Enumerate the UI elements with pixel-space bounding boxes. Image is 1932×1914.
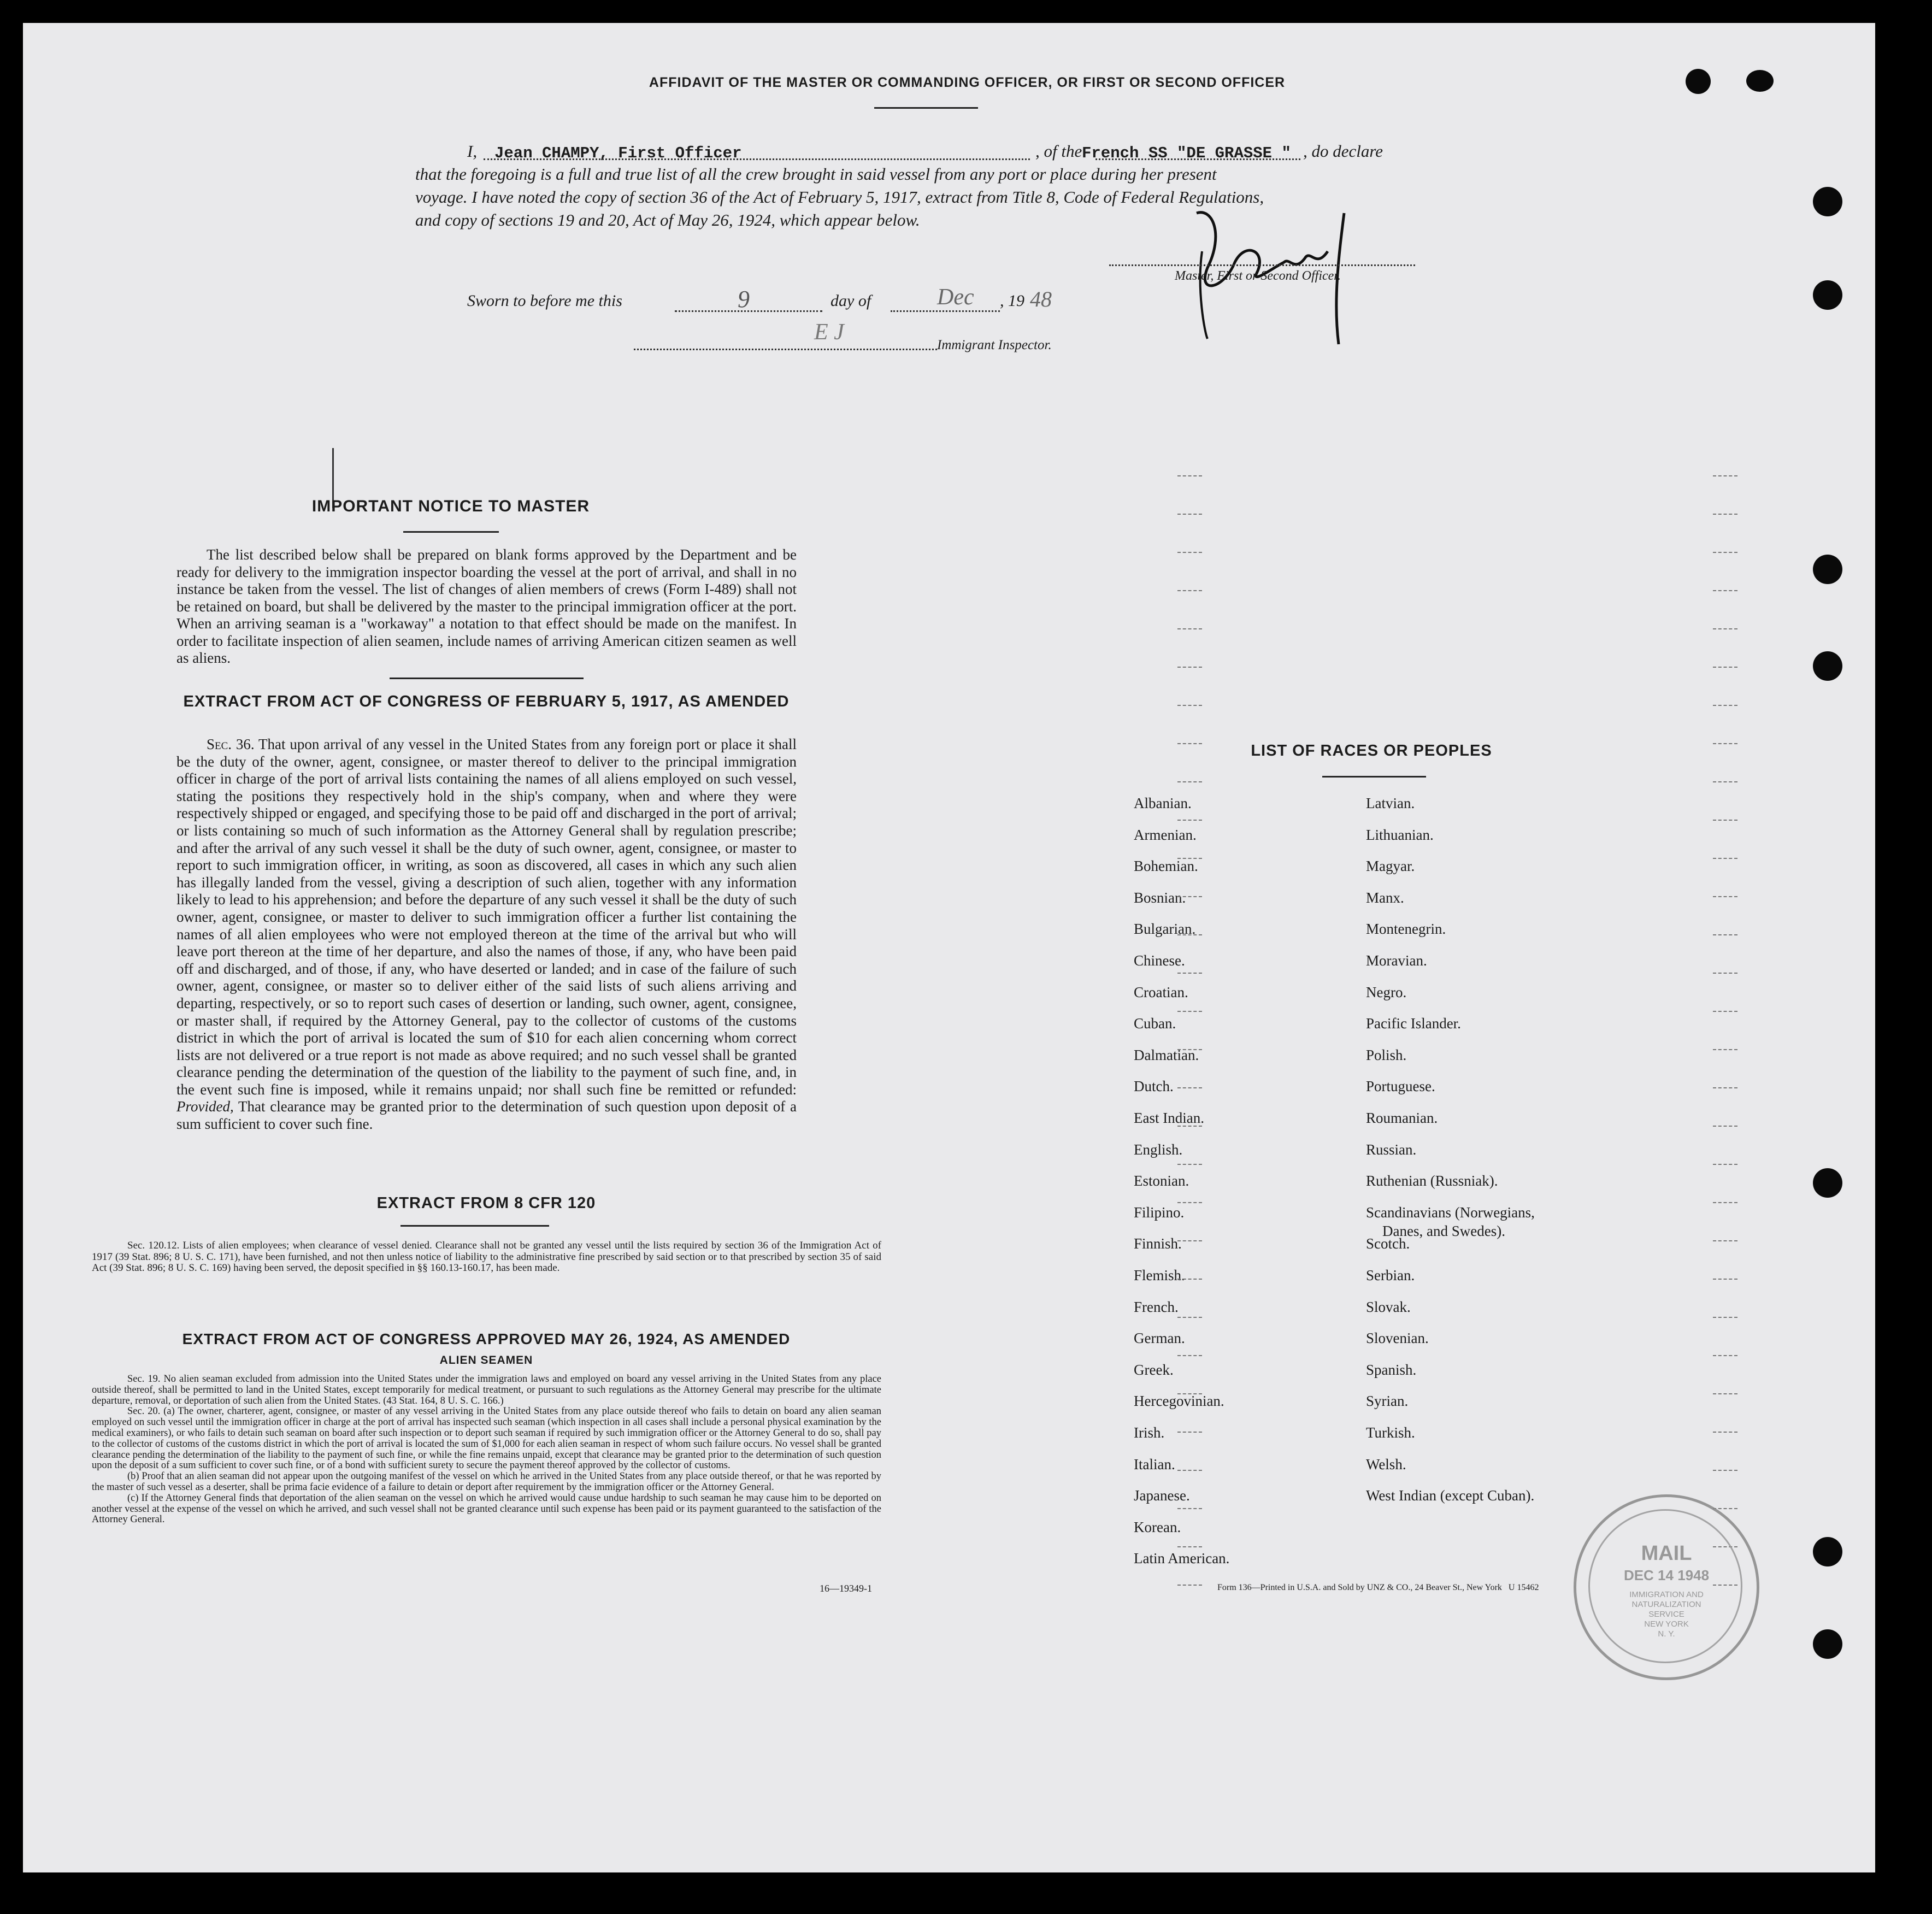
race-item: Korean. — [1134, 1518, 1181, 1535]
stamp-line-5: SERVICE — [1648, 1610, 1684, 1619]
race-item: Hercegovinian. — [1134, 1393, 1224, 1410]
sworn-line — [467, 285, 1177, 317]
dash-mark — [1713, 1432, 1737, 1433]
punch-hole-top-1 — [1686, 69, 1711, 94]
dash-mark — [1177, 1546, 1202, 1547]
dash-mark — [1177, 743, 1202, 744]
dash-mark — [1177, 1585, 1202, 1586]
dash-mark — [1177, 781, 1202, 782]
dash-mark — [1177, 1432, 1202, 1433]
declaration-line-3: voyage. I have noted the copy of section 36 of the Act of February 5, 1917, extract from Title 8, Code of Federal Regulations, — [415, 187, 1264, 207]
extract-1917-body — [176, 736, 797, 1133]
race-item: Irish. — [1134, 1424, 1165, 1441]
dash-mark — [1713, 705, 1737, 706]
race-item: Montenegrin. — [1366, 921, 1446, 938]
dash-mark — [1177, 1355, 1202, 1356]
race-item: Estonian. — [1134, 1173, 1189, 1189]
mail-stamp — [1574, 1494, 1759, 1680]
race-item: West Indian (except Cuban). — [1366, 1487, 1535, 1504]
dash-mark — [1177, 1126, 1202, 1127]
race-item: Slovak. — [1366, 1298, 1411, 1315]
punch-hole-right-5 — [1813, 1168, 1842, 1198]
sec-20c-text: (c) If the Attorney General finds that deportation of the alien seaman on the vessel on which he arrived would cause undue hardship to such seaman he may cause him to be deported on another vessel at the expense of the vessel on which he arrived, and such vessel shall not be granted clearance until such expense has been paid or its payment guaranteed to the satisfaction of the Attorney General. — [92, 1492, 881, 1526]
punch-hole-right-4 — [1813, 651, 1842, 681]
day-of-label: day of — [830, 292, 871, 310]
dash-mark — [1713, 1011, 1737, 1012]
race-item: Magyar. — [1366, 858, 1415, 875]
affidavit-title: AFFIDAVIT OF THE MASTER OR COMMANDING OFFICER, OR FIRST OR SECOND OFFICER — [649, 75, 1286, 90]
dash-mark — [1177, 705, 1202, 706]
dash-mark — [1713, 896, 1737, 897]
race-item: Croatian. — [1134, 983, 1188, 1000]
sworn-year-field: 48 — [1030, 287, 1052, 311]
dash-mark — [1713, 973, 1737, 974]
race-item: Moravian. — [1366, 952, 1427, 969]
inspector-initials: E J — [814, 320, 844, 345]
of-the-label: , of the — [1035, 142, 1082, 161]
race-item: Albanian. — [1134, 795, 1192, 811]
notice-body: The list described below shall be prepared on blank forms approved by the Department and be ready for delivery to the immigration inspector boarding the vessel at the port of arrival, and shall in no instance be taken from the vessel. The list of changes of alien members of crews (Form I-489) shall not be retained on board, but shall be delivered by the master to the principal immigration officer at the port. When an arriving seaman is a "workaway" a notation to that effect should be made on the manifest. In order to facilitate inspection of alien seamen, include names of arriving American citizen seamen as well as aliens. — [176, 546, 797, 666]
race-item: Dutch. — [1134, 1078, 1174, 1095]
stamp-date: DEC 14 1948 — [1623, 1567, 1710, 1583]
affidavit-title-underline — [874, 107, 978, 109]
race-item: Latin American. — [1134, 1550, 1230, 1567]
stamp-line-6: NEW YORK — [1644, 1619, 1689, 1629]
race-item: Polish. — [1366, 1046, 1407, 1063]
stamp-line-4: NATURALIZATION — [1631, 1600, 1701, 1609]
stamp-line-3: IMMIGRATION AND — [1629, 1590, 1704, 1599]
dash-mark — [1177, 820, 1202, 821]
sec-20a-text: Sec. 20. (a) The owner, charterer, agent, consignee, or master of any vessel arriving in the United States from any place outside thereof who fails to detain on board any alien seaman employed on such vessel until the immigration officer in charge at the port of arrival has inspected such seaman (which inspection in all cases shall include a personal physical examination by the medical examiners), or who fails to detain such seaman on board after such inspection or to deport such seaman if required by such immigration officer or the Attorney General to do so, shall pay to the collector of customs of the customs district in which the port of arrival is located the sum of $1,000 for each alien seaman in respect of whom such failure occurs. No vessel shall be granted clearance pending the determination of the liability to the payment of such fine, or while the fine remains unpaid, except that clearance may be granted prior to the determination of such question upon the deposit of a sum sufficient to cover such fine, or of a bond with sufficient surety to secure the payment thereof approved by the collector of customs. — [92, 1406, 881, 1471]
dash-mark — [1177, 475, 1202, 476]
race-item: Slovenian. — [1366, 1330, 1429, 1347]
declaration-line-4: and copy of sections 19 and 20, Act of May 26, 1924, which appear below. — [415, 210, 920, 229]
race-item: Scotch. — [1366, 1235, 1410, 1252]
sworn-month-field: Dec — [937, 285, 974, 310]
dash-mark — [1713, 1164, 1737, 1165]
vessel-name-field: French SS "DE GRASSE " — [1082, 144, 1291, 162]
race-item: Italian. — [1134, 1456, 1175, 1473]
dash-mark — [1177, 590, 1202, 591]
inspector-line — [634, 320, 1126, 355]
officer-title-label: Master, First or Second Officer. — [1175, 269, 1341, 283]
dash-mark — [1713, 552, 1737, 553]
race-item: Lithuanian. — [1366, 826, 1434, 843]
dash-mark — [1713, 820, 1737, 821]
dash-mark — [1177, 628, 1202, 629]
dash-mark — [1177, 896, 1202, 897]
race-item: Finnish. — [1134, 1235, 1182, 1252]
race-item: Syrian. — [1366, 1393, 1409, 1410]
race-item: Chinese. — [1134, 952, 1185, 969]
race-item: Manx. — [1366, 889, 1404, 906]
race-item: Serbian. — [1366, 1267, 1415, 1283]
dash-mark — [1713, 858, 1737, 859]
race-item: French. — [1134, 1298, 1179, 1315]
race-item: Armenian. — [1134, 826, 1197, 843]
race-item: Danes, and Swedes). — [1382, 1222, 1505, 1239]
dash-mark — [1177, 514, 1202, 515]
dash-mark — [1177, 1087, 1202, 1088]
dash-mark — [1713, 590, 1737, 591]
race-item: Negro. — [1366, 983, 1407, 1000]
dash-mark — [1177, 1164, 1202, 1165]
notice-title-underline — [403, 531, 499, 533]
stamp-mail: MAIL — [1641, 1542, 1692, 1565]
dash-mark — [1713, 1279, 1737, 1280]
dash-mark — [1713, 667, 1737, 668]
race-item: Bosnian. — [1134, 889, 1186, 906]
race-item: Portuguese. — [1366, 1078, 1435, 1095]
sec-20b-text: (b) Proof that an alien seaman did not appear upon the outgoing manifest of the vessel on which he arrived in the United States from any place outside thereof, or that he was reported by the master of such vessel as a deserter, shall be prima facie evidence of a failure to detain or deport after requirement by the immigration officer or the Attorney General. — [92, 1471, 881, 1493]
officer-name-field: Jean CHAMPY, First Officer — [494, 144, 742, 162]
punch-hole-top-2 — [1746, 70, 1774, 92]
race-item: Roumanian. — [1366, 1110, 1438, 1126]
sec-36-label: Sec. 36. — [207, 736, 255, 752]
year-prefix: , 19 — [1000, 292, 1024, 310]
race-item: Flemish. — [1134, 1267, 1185, 1283]
extract-8cfr-body: Sec. 120.12. Lists of alien employees; when clearance of vessel denied. Clearance shall not be granted any vessel until the lists required by section 36 of the Immigration Act of 1917 (39 Stat. 896; 8 U. S. C. 171), have been furnished, and not then unless notice of liability to the administrative fine prescribed by said section or to that prescribed by section 35 of said Act (39 Stat. 896; 8 U. S. C. 169) having been served, the deposit specified in §§ 160.13-160.17, has been made. — [92, 1240, 881, 1274]
race-item: Pacific Islander. — [1366, 1015, 1461, 1032]
dash-mark — [1713, 934, 1737, 935]
dash-mark — [1713, 1087, 1737, 1088]
dash-mark — [1177, 1279, 1202, 1280]
inspector-label: Immigrant Inspector. — [937, 338, 1052, 352]
race-item: English. — [1134, 1141, 1183, 1158]
sec-36-text: That upon arrival of any vessel in the United States from any foreign port or place it shall be the duty of the owner, agent, consignee, or master thereof to deliver to the principal immigration officer in charge of the port of arrival lists containing the names of all aliens employed on such vessel, stating the positions they respectively hold in the ship's company, when and where they were respectively shipped or engaged, and specifying those to be paid off and discharged in the port of arrival; or lists containing so much of such information as the Attorney General shall by regulation prescribe; and after the arrival of any such vessel it shall be the duty of such owner, agent, consignee, or master to report to such immigration officer, in writing, as soon as discovered, all cases in which any such alien has illegally landed from the vessel, giving a description of such alien, together with any information likely to lead to his apprehension; and before the departure of any such vessel it shall be the duty of such owner, agent, consignee, or master to deliver to such immigration officer a further list containing the names of all alien employees who were not employed thereon at the time of the arrival but who will leave port thereon at the time of her departure, and also the names of those, if any, who have been paid off and discharged, and of those, if any, who have deserted or landed; and in case of the failure of such owner, agent, consignee, or master so to deliver either of the said lists of such aliens arriving and departing, respectively, or so to report such cases of desertion or landing, such owner, agent, consignee, or master shall, if required by the Attorney General, pay to the collector of customs of the customs district in which the port of arrival is located the sum of $10 for each alien concerning whom correct lists are not delivered or a true report is not made as above required; and no such vessel shall be granted clearance pending the determination of the question of the liability to the payment of such fine, and, in the event such fine is imposed, while it remains unpaid; nor shall such fine be remitted or refunded: — [176, 736, 797, 1098]
dash-mark — [1177, 1470, 1202, 1471]
race-item: Turkish. — [1366, 1424, 1415, 1441]
race-item: Welsh. — [1366, 1456, 1406, 1473]
dash-mark — [1713, 1126, 1737, 1127]
dash-mark — [1713, 1240, 1737, 1241]
race-item: Japanese. — [1134, 1487, 1190, 1504]
race-item: Bulgarian. — [1134, 921, 1196, 938]
dash-mark — [1177, 552, 1202, 553]
dash-mark — [1177, 1317, 1202, 1318]
dash-mark — [1713, 628, 1737, 629]
extract-1917-title: EXTRACT FROM ACT OF CONGRESS OF FEBRUARY 5, 1917, AS AMENDED — [183, 693, 790, 710]
dash-mark — [1177, 1202, 1202, 1203]
form-footer — [1217, 1583, 1539, 1593]
extract-8cfr-underline — [400, 1225, 549, 1227]
stamp-line-7: N. Y. — [1658, 1629, 1675, 1639]
declaration-line-2: that the foregoing is a full and true list of all the crew brought in said vessel from any port or place during her present — [415, 164, 1217, 184]
dash-mark — [1713, 475, 1737, 476]
dash-mark — [1713, 743, 1737, 744]
race-item: Latvian. — [1366, 795, 1415, 811]
form-number: U 15462 — [1508, 1583, 1539, 1592]
punch-hole-right-6 — [1813, 1537, 1842, 1566]
form-line: Form 136—Printed in U.S.A. and Sold by UNZ & CO., 24 Beaver St., New York — [1217, 1583, 1502, 1592]
race-item: Dalmatian. — [1134, 1046, 1199, 1063]
extract-8cfr-title: EXTRACT FROM 8 CFR 120 — [376, 1194, 596, 1212]
race-item: Russian. — [1366, 1141, 1417, 1158]
sworn-prefix: Sworn to before me this — [467, 292, 622, 310]
print-code: 16—19349-1 — [820, 1583, 872, 1594]
dash-mark — [1713, 1202, 1737, 1203]
dash-mark — [1713, 781, 1737, 782]
race-item: Greek. — [1134, 1361, 1174, 1378]
punch-hole-right-7 — [1813, 1629, 1842, 1659]
provided-text: That clearance may be granted prior to the determination of such question upon deposit of a sum sufficient to cover such fine. — [176, 1098, 797, 1133]
race-item: East Indian. — [1134, 1110, 1204, 1126]
race-item: Bohemian. — [1134, 858, 1198, 875]
race-item: Cuban. — [1134, 1015, 1176, 1032]
dash-mark — [1713, 1049, 1737, 1050]
provided-label: Provided, — [176, 1098, 234, 1115]
race-item: Ruthenian (Russniak). — [1366, 1173, 1498, 1189]
dash-mark — [1177, 1240, 1202, 1241]
dash-mark — [1713, 514, 1737, 515]
notice-title: IMPORTANT NOTICE TO MASTER — [311, 497, 590, 515]
race-item: Scandinavians (Norwegians, — [1366, 1204, 1535, 1221]
dash-mark — [1177, 973, 1202, 974]
dash-mark — [1713, 1470, 1737, 1471]
punch-hole-right-1 — [1813, 187, 1842, 216]
alien-seamen-subtitle: ALIEN SEAMEN — [439, 1354, 533, 1367]
punch-hole-right-3 — [1813, 555, 1842, 584]
races-title-underline — [1322, 776, 1426, 778]
sec-19-text: Sec. 19. No alien seaman excluded from admission into the United States under the immigration laws and employed on board any vessel arriving in the United States from any place outside thereof, shall be permitted to land in the United States, except temporarily for medical treatment, or pursuant to such regulations as the Attorney General may prescribe for the ultimate departure, removal, or deportation of such alien from the United States. (43 Stat. 164, 8 U. S. C. 166.) — [92, 1374, 881, 1406]
dash-mark — [1177, 1049, 1202, 1050]
extract-1924-title: EXTRACT FROM ACT OF CONGRESS APPROVED MAY 26, 1924, AS AMENDED — [182, 1330, 791, 1347]
dash-mark — [1177, 667, 1202, 668]
race-item: Filipino. — [1134, 1204, 1185, 1221]
do-declare-label: , do declare — [1303, 142, 1383, 161]
dash-mark — [1713, 1393, 1737, 1394]
dash-mark — [1177, 1011, 1202, 1012]
dash-mark — [1177, 1393, 1202, 1394]
dash-mark — [1177, 858, 1202, 859]
dash-mark — [1713, 1355, 1737, 1356]
notice-divider — [390, 678, 584, 679]
sworn-day-field: 9 — [738, 286, 750, 313]
race-item: German. — [1134, 1330, 1185, 1347]
race-item: Spanish. — [1366, 1361, 1417, 1378]
punch-hole-right-2 — [1813, 280, 1842, 310]
dash-mark — [1713, 1317, 1737, 1318]
dash-mark — [1177, 934, 1202, 935]
races-title: LIST OF RACES OR PEOPLES — [1251, 742, 1492, 759]
extract-1924-body — [92, 1374, 881, 1526]
dash-mark — [1177, 1508, 1202, 1509]
i-prefix: I, — [467, 142, 478, 161]
